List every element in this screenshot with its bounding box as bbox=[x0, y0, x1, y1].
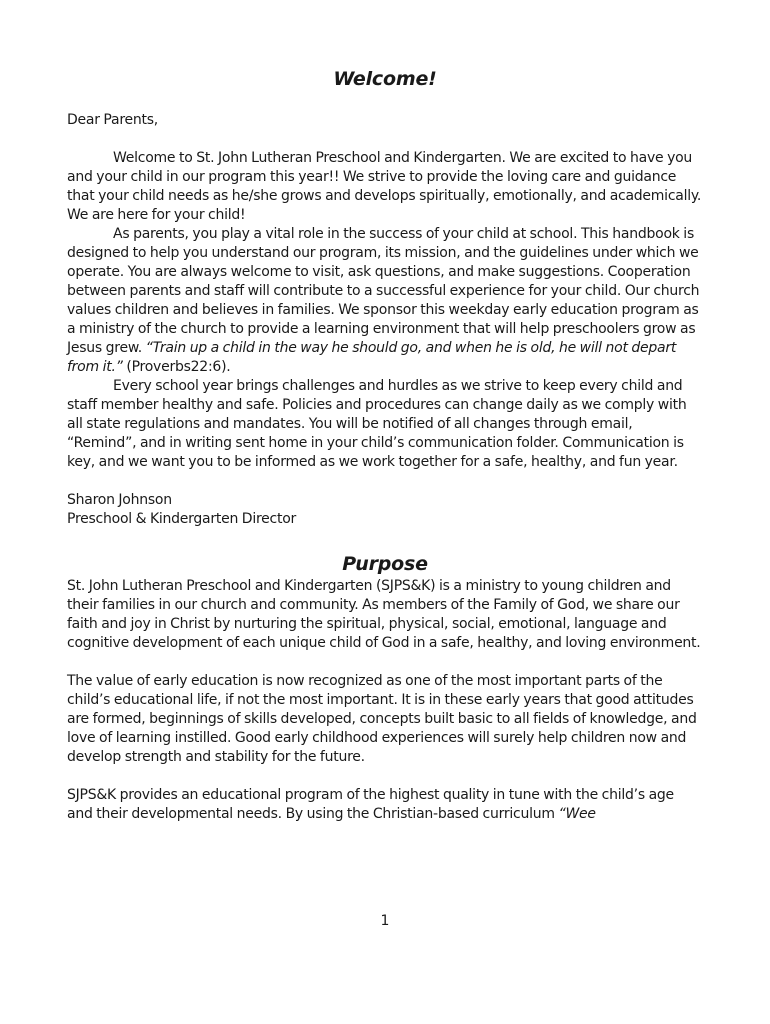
page-number: 1 bbox=[380, 913, 390, 929]
welcome-paragraph-2-text: As parents, you play a vital role in the success of your child at school. This handbook is designed to help you understand our program, its mission, and the guidelines under which we operate. You are always welcome to visit, ask questions, and make suggestions. Cooperation between parents and staff will contribute to a successful experience for your child. Our church values children and believes in families. We sponsor this weekday early education program as a ministry of the church to provide a learning environment that will help preschoolers grow as Jesus grew. bbox=[67, 226, 700, 356]
curriculum-name: “Wee bbox=[558, 806, 596, 822]
purpose-paragraph-3-text: SJPS&K provides an educational program of the highest quality in tune with the child’s age and their developmental needs. By using the Christian-based curriculum bbox=[67, 787, 674, 822]
document-page bbox=[67, 66, 703, 824]
greeting: Dear Parents, bbox=[67, 112, 158, 128]
purpose-heading: Purpose bbox=[342, 553, 428, 575]
welcome-paragraph-3: Every school year brings challenges and hurdles as we strive to keep every child and staff member healthy and safe. Policies and procedures can change daily as we comply with all state regulations and mandates. You will be notified of all changes through email, “Remind”, and in writing sent home in your child’s communication folder. Communication is key, and we want you to be informed as we work together for a safe, healthy, and fun year. bbox=[67, 378, 687, 470]
purpose-paragraph-2: The value of early education is now recognized as one of the most important parts of the child’s educational life, if not the most important. It is in these early years that good attitudes are formed, beginnings of skills developed, concepts built basic to all fields of knowledge, and love of learning instilled. Good early childhood experiences will surely help children now and develop strength and stability for the future. bbox=[67, 673, 697, 765]
signature-title: Preschool & Kindergarten Director bbox=[67, 511, 297, 527]
spacer bbox=[67, 472, 703, 491]
spacer bbox=[67, 653, 703, 672]
welcome-paragraph-1: Welcome to St. John Lutheran Preschool and Kindergarten. We are excited to have you and your child in our program this year!! We strive to provide the loving care and guidance that your child needs as he/she grows and develops spiritually, emotionally, and academically. We are here for your child! bbox=[67, 150, 702, 223]
purpose-paragraph-1: St. John Lutheran Preschool and Kindergarten (SJPS&K) is a ministry to young children and their families in our church and community. As members of the Family of God, we share our faith and joy in Christ by nurturing the spiritual, physical, social, emotional, language and cognitive development of each unique child of God in a safe, healthy, and loving environment. bbox=[67, 578, 701, 651]
signature-name: Sharon Johnson bbox=[67, 492, 172, 508]
welcome-paragraph-2 bbox=[67, 225, 703, 377]
bible-quote: “Train up a child in the way he should go, and when he is old, he will not depart from it.” bbox=[67, 340, 677, 375]
welcome-heading: Welcome! bbox=[333, 68, 437, 90]
purpose-paragraph-3 bbox=[67, 786, 703, 824]
bible-citation: (Proverbs22:6). bbox=[126, 359, 231, 375]
spacer bbox=[67, 767, 703, 786]
